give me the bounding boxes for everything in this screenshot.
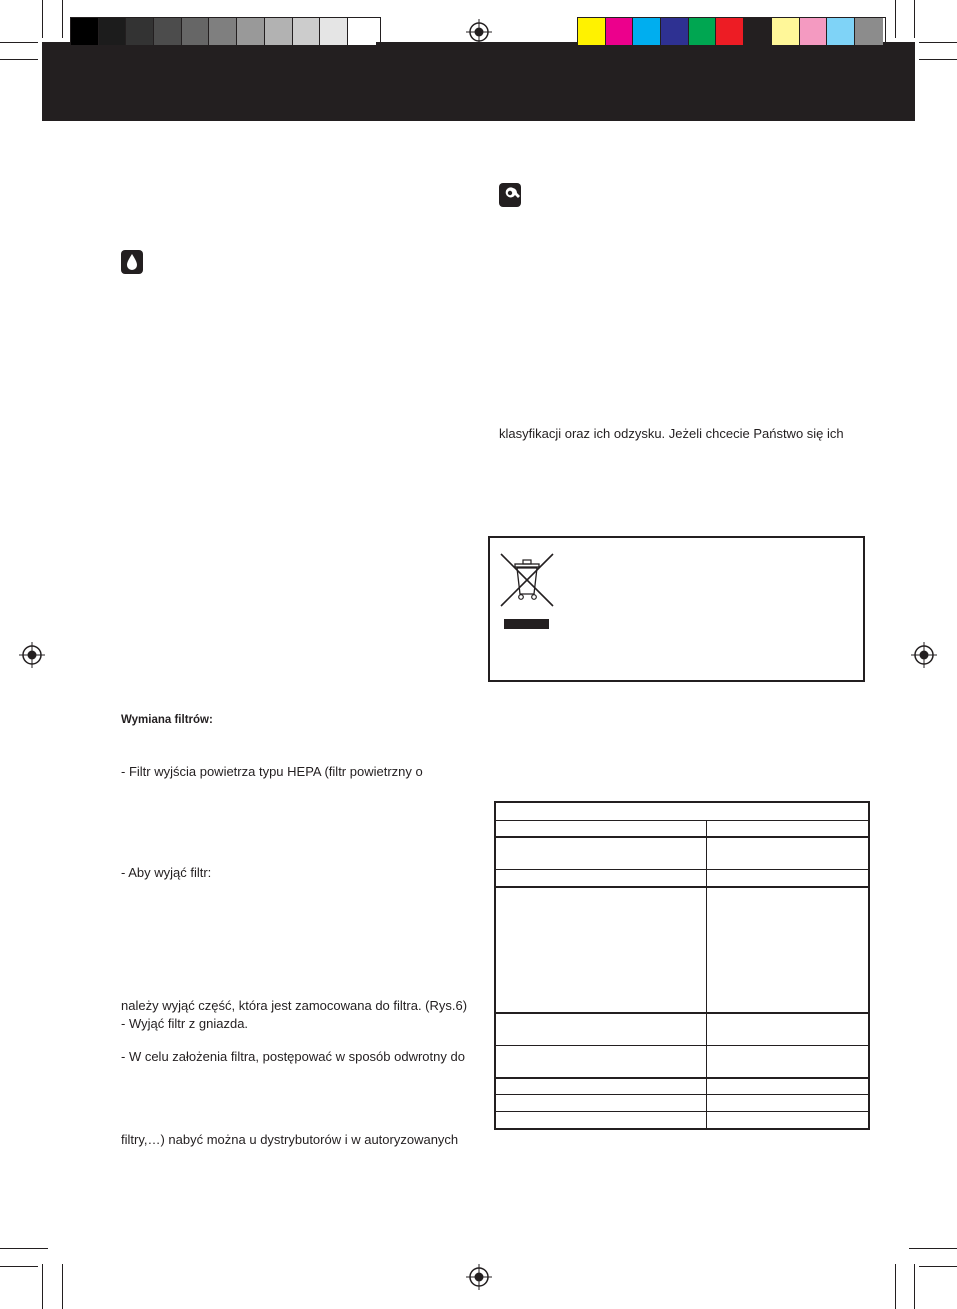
table-row-divider xyxy=(496,886,868,888)
registration-mark-icon xyxy=(19,642,45,668)
color-swatch xyxy=(716,18,744,45)
crop-mark xyxy=(919,59,957,60)
table-row-divider xyxy=(496,1045,868,1046)
table-row-divider xyxy=(496,1111,868,1112)
install-filter-text: - W celu założenia filtra, postępować w sposób odwrotny do xyxy=(121,1049,465,1064)
color-swatch xyxy=(237,18,265,45)
color-swatch xyxy=(800,18,828,45)
registration-mark-icon xyxy=(911,642,937,668)
crop-mark xyxy=(0,1248,48,1249)
crop-mark xyxy=(914,0,915,38)
crop-mark xyxy=(0,1266,38,1267)
filters-heading: Wymiana filtrów: xyxy=(121,714,213,726)
table-row-divider xyxy=(496,1012,868,1014)
table-row-divider xyxy=(496,1094,868,1095)
color-swatch xyxy=(71,18,99,45)
hepa-filter-text: - Filtr wyjścia powietrza typu HEPA (filtr powietrzny o xyxy=(121,764,423,779)
color-swatch xyxy=(744,18,772,45)
color-swatch xyxy=(126,18,154,45)
table-row-divider xyxy=(496,836,868,838)
registration-mark-icon xyxy=(466,19,492,45)
crop-mark xyxy=(42,1264,43,1309)
weee-bar xyxy=(504,619,549,629)
color-swatch xyxy=(578,18,606,45)
color-swatch xyxy=(606,18,634,45)
crop-mark xyxy=(42,0,43,38)
weee-notice-box xyxy=(488,536,865,682)
process-color-bar xyxy=(577,17,886,46)
grayscale-color-bar xyxy=(70,17,381,46)
color-swatch xyxy=(154,18,182,45)
color-swatch xyxy=(209,18,237,45)
color-swatch xyxy=(633,18,661,45)
crop-mark xyxy=(919,42,957,43)
color-swatch xyxy=(827,18,855,45)
color-swatch xyxy=(265,18,293,45)
crossed-out-bin-icon xyxy=(499,552,555,608)
crop-mark xyxy=(914,1264,915,1309)
color-swatch xyxy=(293,18,321,45)
specification-table xyxy=(494,801,870,1130)
table-row-divider xyxy=(496,820,868,821)
distributors-text: filtry,…) nabyć można u dystrybutorów i w autoryzowanych xyxy=(121,1132,459,1147)
color-swatch xyxy=(99,18,127,45)
color-swatch xyxy=(348,18,376,45)
table-row-divider xyxy=(496,1077,868,1079)
color-swatch xyxy=(855,18,883,45)
crop-mark xyxy=(62,1264,63,1309)
crop-mark xyxy=(62,0,63,38)
color-swatch xyxy=(320,18,348,45)
crop-mark xyxy=(895,1264,896,1309)
table-column-divider xyxy=(706,820,707,1128)
crop-mark xyxy=(0,59,38,60)
color-swatch xyxy=(772,18,800,45)
water-drop-icon xyxy=(121,250,143,274)
color-swatch xyxy=(182,18,210,45)
color-swatch xyxy=(689,18,717,45)
crop-mark xyxy=(919,1266,957,1267)
crop-mark xyxy=(0,42,38,43)
wrench-icon xyxy=(499,183,521,207)
registration-mark-icon xyxy=(466,1264,492,1290)
take-out-filter-text: - Wyjąć filtr z gniazda. xyxy=(121,1016,249,1031)
remove-filter-text: - Aby wyjąć filtr: xyxy=(121,865,212,880)
crop-mark xyxy=(895,0,896,38)
table-row-divider xyxy=(496,869,868,870)
crop-mark xyxy=(909,1248,957,1249)
classification-text: klasyfikacji oraz ich odzysku. Jeżeli chcecie Państwo się ich xyxy=(499,426,844,441)
header-band xyxy=(42,42,915,121)
remove-part-text: należy wyjąć część, która jest zamocowana do filtra. (Rys.6) xyxy=(121,998,468,1013)
color-swatch xyxy=(661,18,689,45)
